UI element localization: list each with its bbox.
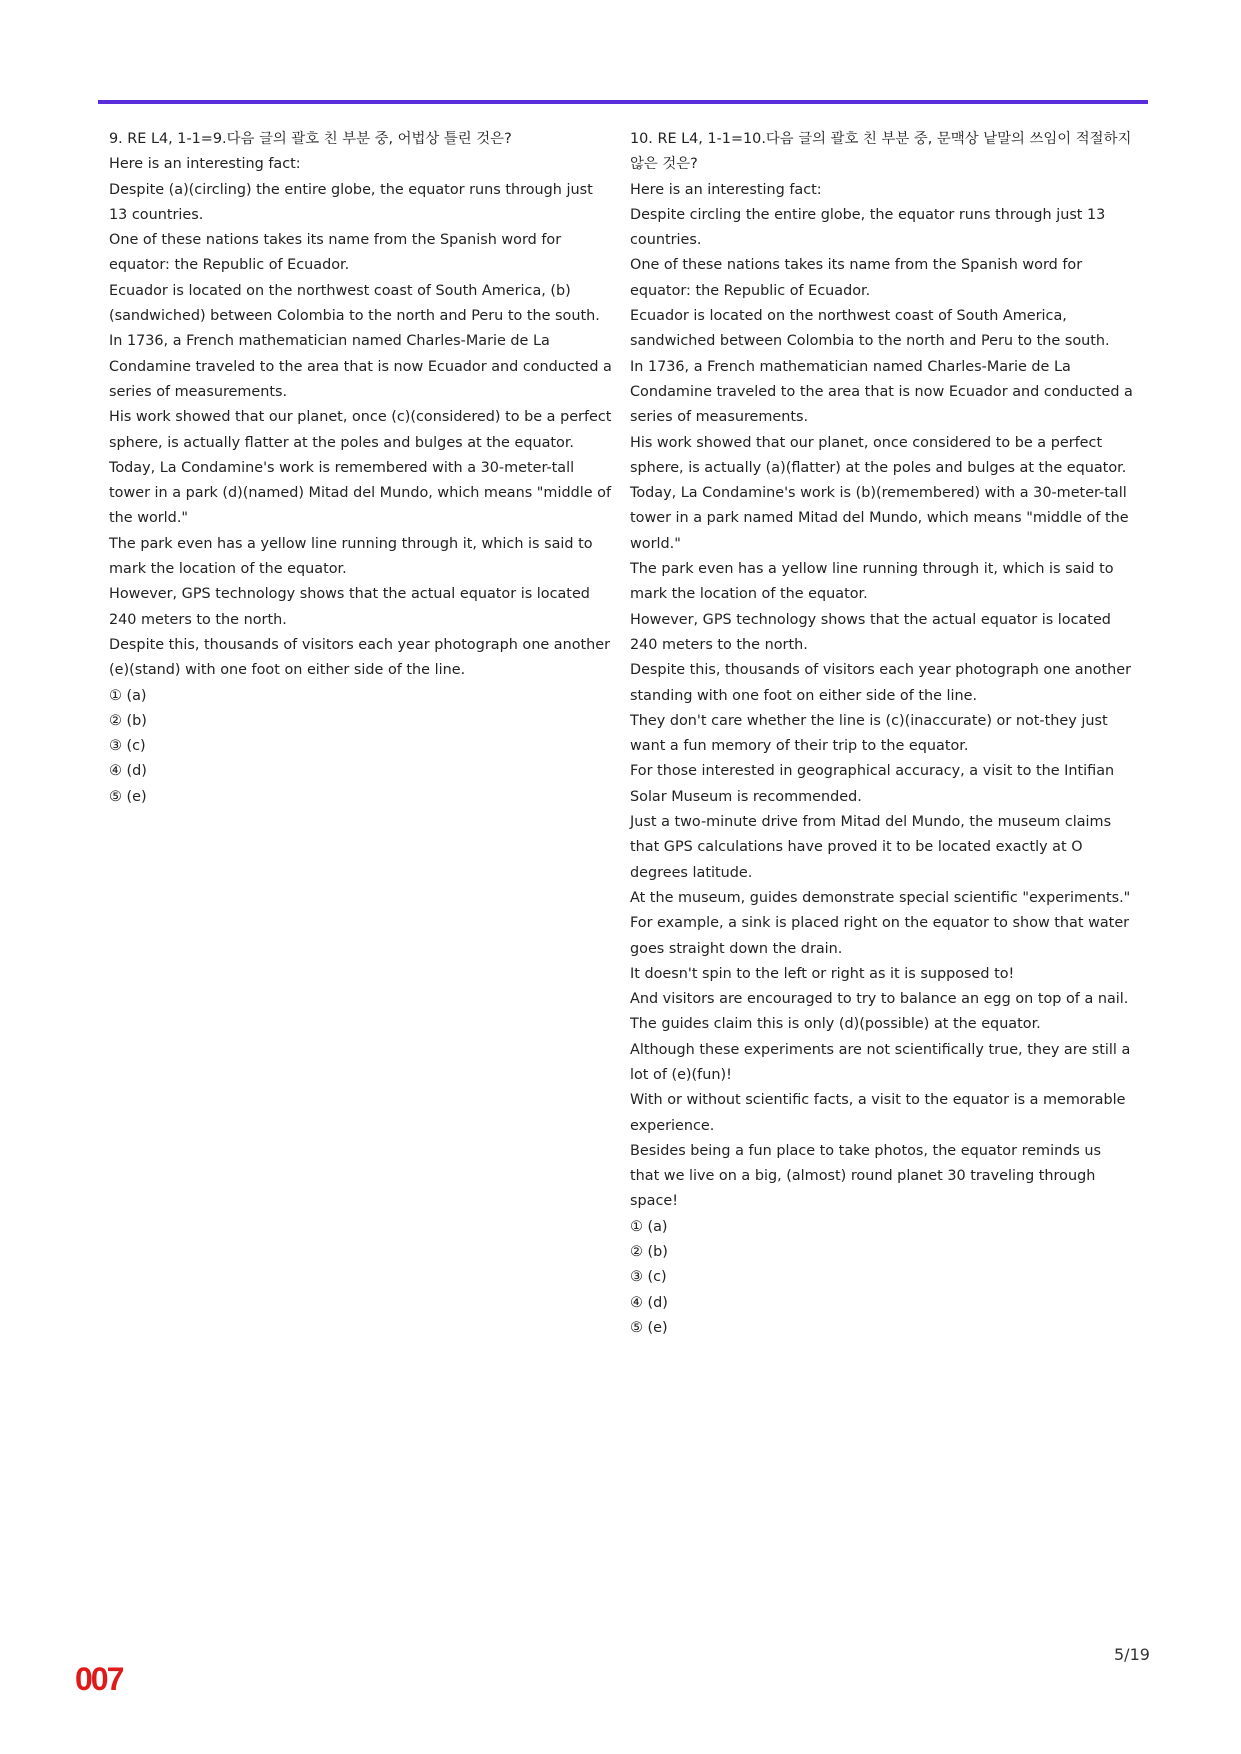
passage-line: For those interested in geographical accuracy, a visit to the Intifian Solar Museum is recommended.: [630, 763, 1115, 805]
passage-line: Besides being a fun place to take photos, the equator reminds us that we live on a big, (almost) round planet 30 traveling through space!: [630, 1142, 1102, 1210]
passage-line: And visitors are encouraged to try to balance an egg on top of a nail.: [630, 991, 1129, 1008]
passage-line: However, GPS technology shows that the actual equator is located 240 meters to the north.: [109, 586, 590, 628]
brand-logo: 007: [75, 1661, 123, 1697]
answer-option: ③ (c): [109, 738, 146, 755]
passage-line: Despite circling the entire globe, the equator runs through just 13 countries.: [630, 206, 1106, 249]
question-9: [109, 127, 613, 810]
passage-line: Despite this, thousands of visitors each year photograph one another standing with one foot on either side of the line.: [630, 662, 1132, 704]
answer-option: ② (b): [109, 712, 147, 729]
passage-line: Despite (a)(circling) the entire globe, the equator runs through just 13 countries.: [109, 181, 593, 223]
question-title: 10. RE L4, 1-1=10.다음 글의 괄호 친 부분 중, 문맥상 낱말의 쓰임이 적절하지 않은 것은?: [630, 131, 1132, 173]
question-title: 9. RE L4, 1-1=9.다음 글의 괄호 친 부분 중, 어법상 틀린 것은?: [109, 131, 512, 147]
passage-line: However, GPS technology shows that the actual equator is located 240 meters to the north.: [630, 611, 1111, 653]
passage-line: Despite this, thousands of visitors each year photograph one another (e)(stand) with one foot on either side of the line.: [109, 636, 611, 679]
passage-line: The guides claim this is only (d)(possible) at the equator.: [630, 1016, 1041, 1033]
passage-line: Today, La Condamine's work is (b)(remembered) with a 30-meter-tall tower in a park named Mitad del Mundo, which means "middle of the world.": [630, 485, 1129, 552]
passage-line: For example, a sink is placed right on the equator to show that water goes straight down the drain.: [630, 915, 1130, 957]
passage-line: At the museum, guides demonstrate special scientific "experiments.": [630, 889, 1131, 906]
passage-line: Ecuador is located on the northwest coast of South America, (b)(sandwiched) between Colombia to the north and Peru to the south.: [109, 282, 600, 325]
passage-line: His work showed that our planet, once (c)(considered) to be a perfect sphere, is actually flatter at the poles and bulges at the equator.: [109, 409, 612, 451]
passage-line: One of these nations takes its name from the Spanish word for equator: the Republic of Ecuador.: [109, 232, 562, 274]
answer-option: ⑤ (e): [109, 788, 147, 805]
passage-line: Just a two-minute drive from Mitad del Mundo, the museum claims that GPS calculations have proved it to be located exactly at O degrees latitude.: [630, 814, 1112, 881]
passage-line: One of these nations takes its name from the Spanish word for equator: the Republic of Ecuador.: [630, 257, 1083, 299]
answer-option: ④ (d): [630, 1294, 668, 1311]
question-10: [630, 127, 1134, 1341]
answer-option: ③ (c): [630, 1269, 667, 1286]
passage-line: The park even has a yellow line running through it, which is said to mark the location of the equator.: [109, 535, 593, 578]
passage-line: They don't care whether the line is (c)(inaccurate) or not-they just want a fun memory of their trip to the equator.: [630, 712, 1108, 755]
passage-line: Here is an interesting fact:: [630, 181, 822, 198]
header-divider: [98, 100, 1148, 104]
passage-line: Here is an interesting fact:: [109, 156, 301, 173]
passage-line: In 1736, a French mathematician named Charles-Marie de La Condamine traveled to the area that is now Ecuador and conducted a series of measurements.: [109, 333, 612, 400]
passage-line: The park even has a yellow line running through it, which is said to mark the location of the equator.: [630, 561, 1114, 603]
answer-option: ① (a): [630, 1218, 668, 1235]
passage-line: His work showed that our planet, once considered to be a perfect sphere, is actually (a)(flatter) at the poles and bulges at the equator.: [630, 434, 1127, 476]
passage-line: With or without scientific facts, a visit to the equator is a memorable experience.: [630, 1092, 1126, 1134]
passage-line: Ecuador is located on the northwest coast of South America, sandwiched between Colombia to the north and Peru to the south.: [630, 308, 1110, 350]
passage-line: Although these experiments are not scientifically true, they are still a lot of (e)(fun)!: [630, 1041, 1131, 1083]
page-number: 5/19: [1114, 1645, 1150, 1664]
answer-option: ① (a): [109, 687, 147, 704]
passage-line: Today, La Condamine's work is remembered with a 30-meter-tall tower in a park (d)(named) Mitad del Mundo, which means "middle of the world.": [109, 459, 612, 527]
passage-line: In 1736, a French mathematician named Charles-Marie de La Condamine traveled to the area that is now Ecuador and conducted a series of measurements.: [630, 358, 1133, 426]
answer-option: ⑤ (e): [630, 1319, 668, 1336]
answer-option: ④ (d): [109, 763, 147, 780]
passage-line: It doesn't spin to the left or right as it is supposed to!: [630, 965, 1015, 982]
answer-option: ② (b): [630, 1244, 668, 1261]
